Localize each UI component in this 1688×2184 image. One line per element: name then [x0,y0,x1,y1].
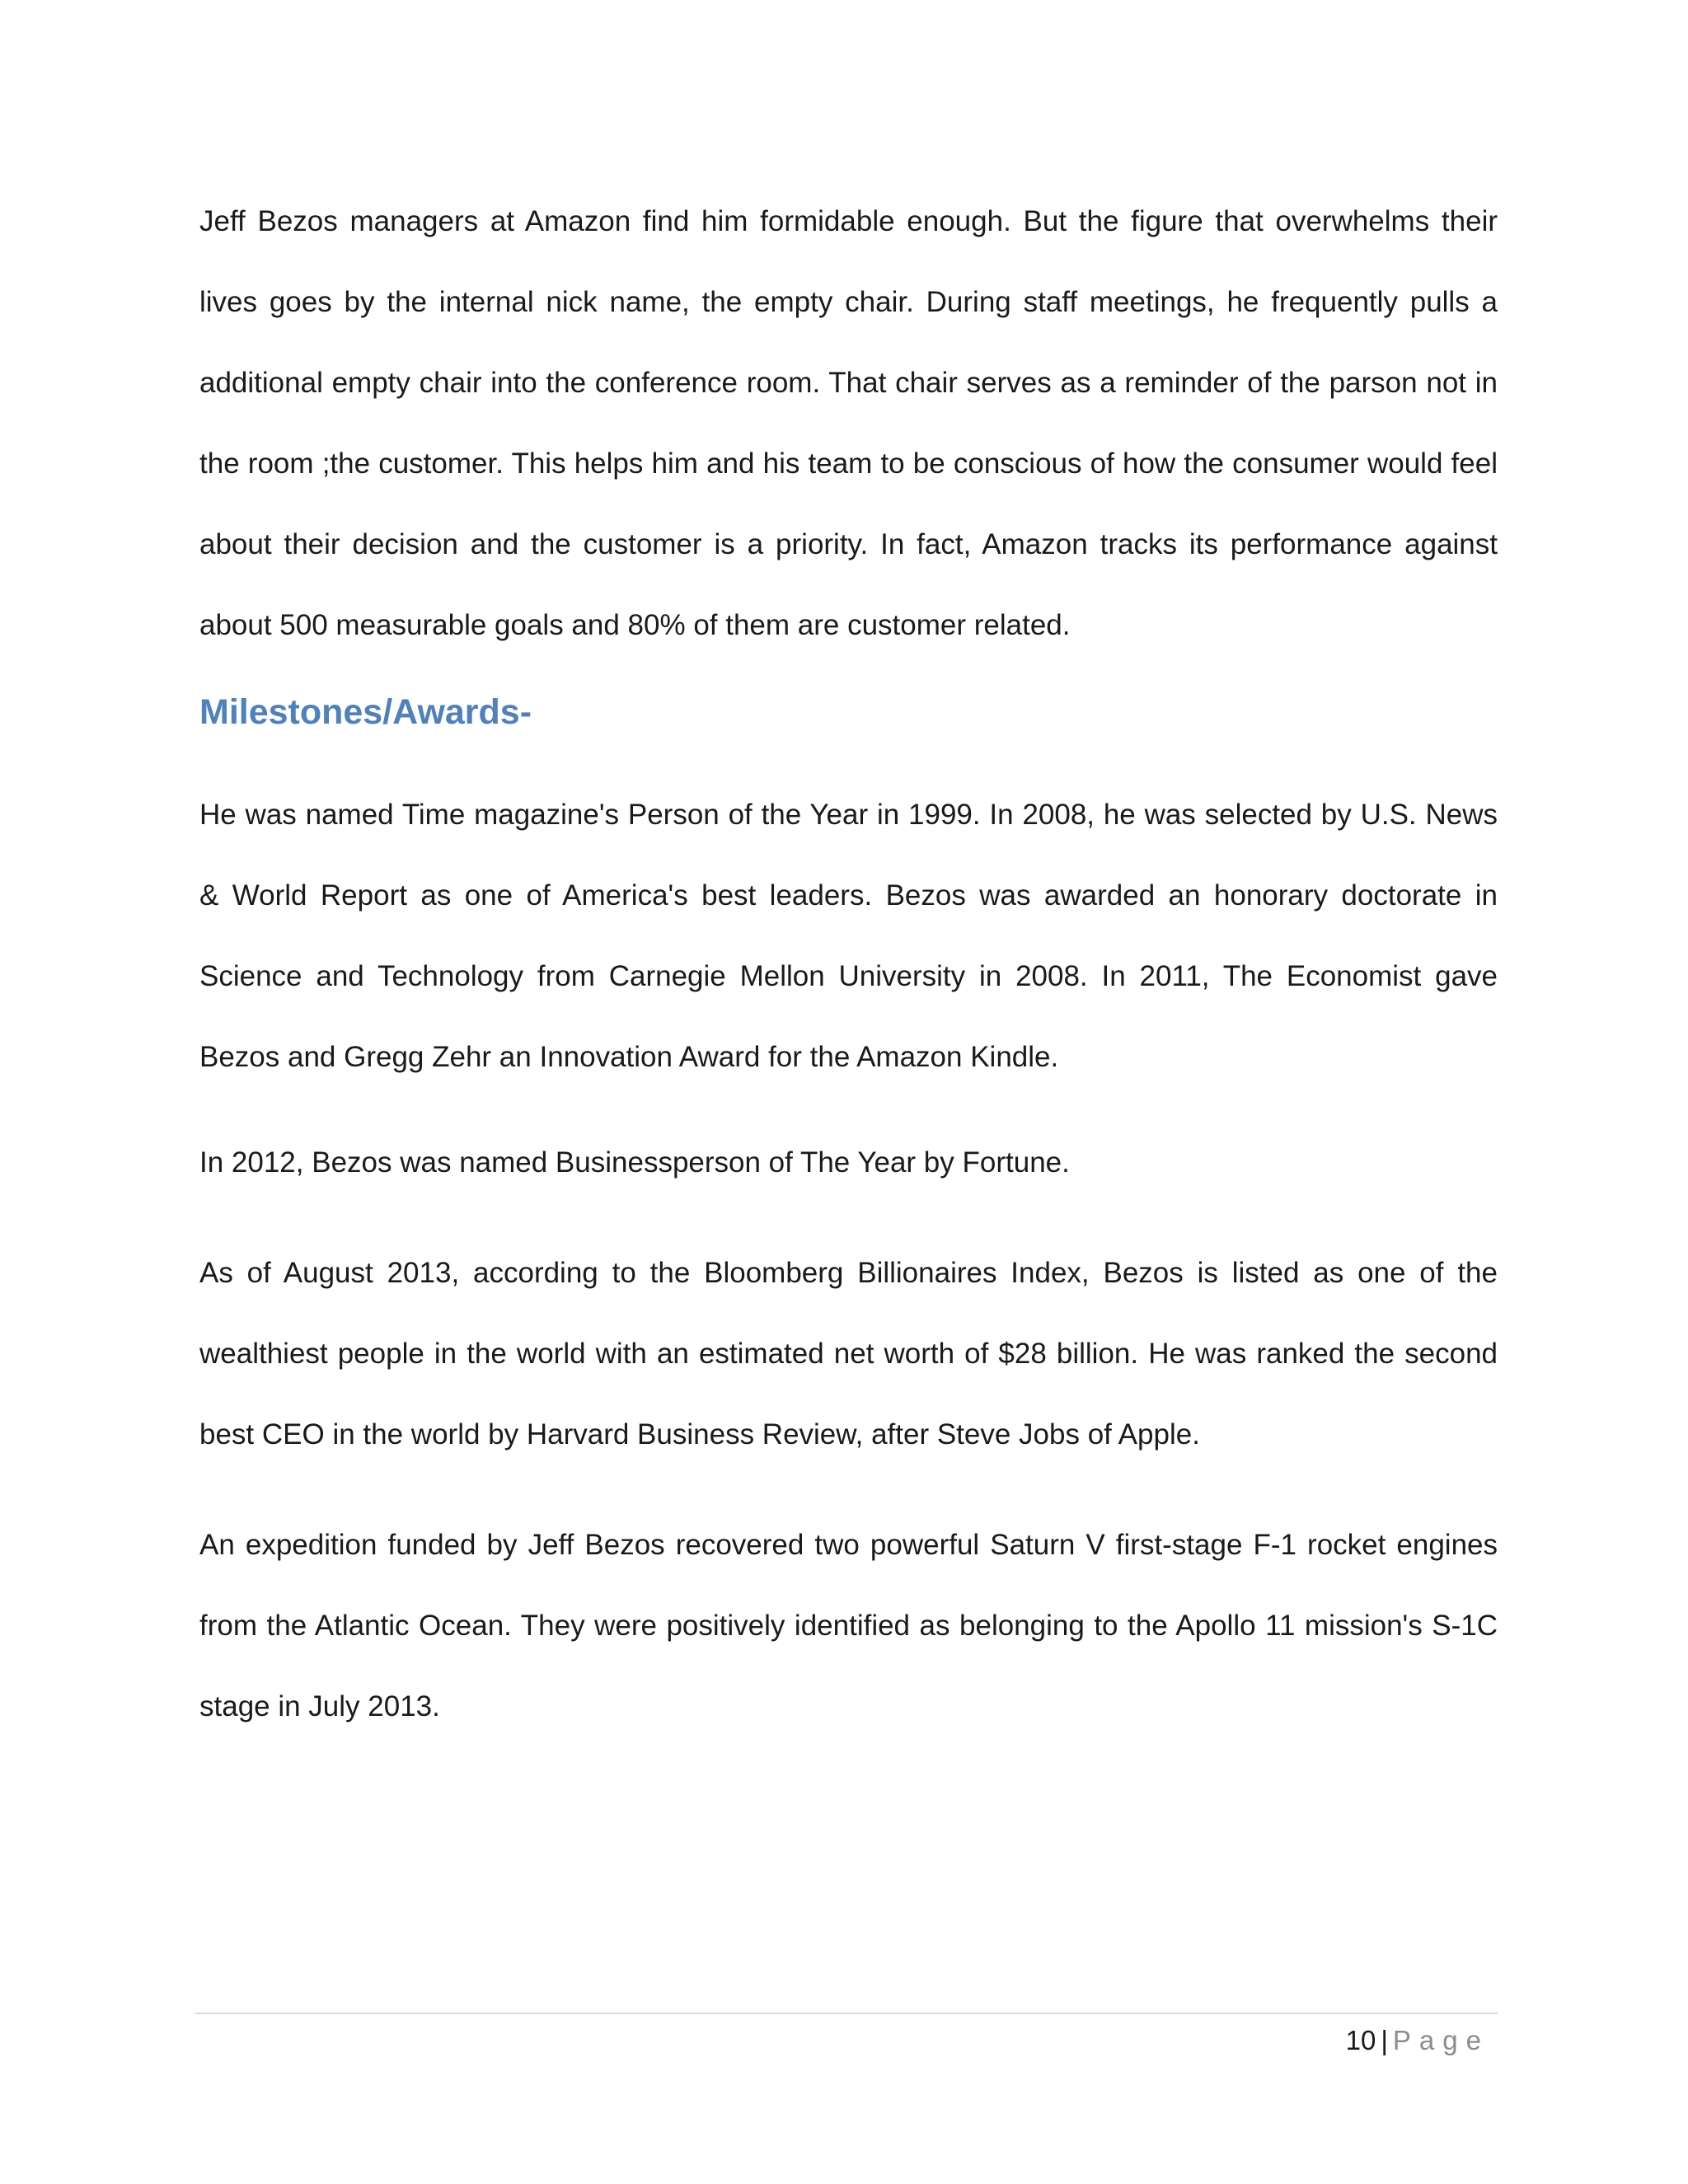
page-number: 10 [1345,2025,1376,2055]
paragraph-wealth: As of August 2013, according to the Bloomberg Billionaires Index, Bezos is listed as one of the wealthiest people in the world with an estimated net worth of $28 billion. He was ranked the second best CEO in the world by Harvard Business Review, after Steve Jobs of Apple. [199,1257,1498,1451]
page-content [199,181,1498,1747]
paragraph-expedition: An expedition funded by Jeff Bezos recovered two powerful Saturn V first-stage F-1 rocket engines from the Atlantic Ocean. They were positively identified as belonging to the Apollo 11 mission's S-1C stage in July 2013. [199,1529,1498,1722]
page-label: Page [1392,2025,1489,2055]
footer-separator: | [1381,2025,1388,2055]
section-heading-milestones: Milestones/Awards- [199,692,532,732]
paragraph-awards: He was named Time magazine's Person of the Year in 1999. In 2008, he was selected by U.S. News & World Report as one of America's best leaders. Bezos was awarded an honorary doctorate in Science and Technology from Carnegie Mellon University in 2008. In 2011, The Economist gave Bezos and Gregg Zehr an Innovation Award for the Amazon Kindle. [199,799,1498,1073]
paragraph-fortune: In 2012, Bezos was named Businessperson of The Year by Fortune. [199,1146,1070,1179]
page-footer [199,2014,1489,2067]
paragraph-empty-chair: Jeff Bezos managers at Amazon find him formidable enough. But the figure that overwhelms their lives goes by the internal nick name, the empty chair. During staff meetings, he frequently pulls a additional empty chair into the conference room. That chair serves as a reminder of the parson not in the room ;the customer. This helps him and his team to be conscious of how the consumer would feel about their decision and the customer is a priority. In fact, Amazon tracks its performance against about 500 measurable goals and 80% of them are customer related. [199,205,1498,641]
